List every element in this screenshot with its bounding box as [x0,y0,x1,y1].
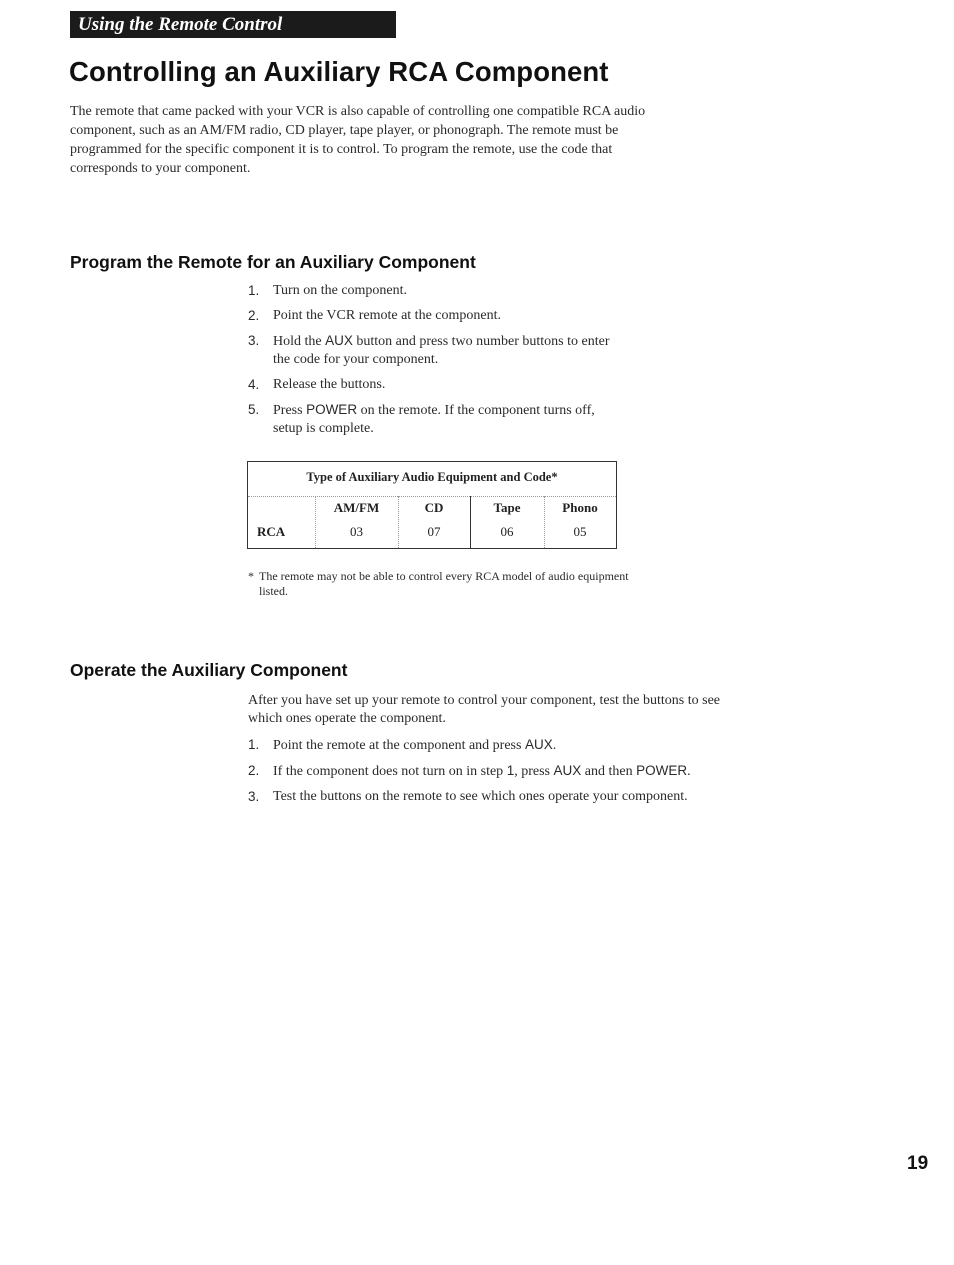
list-item [248,788,691,806]
step-number: 1. [248,283,260,298]
list-item [248,332,623,369]
table-caption: Type of Auxiliary Audio Equipment and Code* [306,470,558,484]
footnote-marker: * [248,569,254,583]
section-header-bar [70,11,396,38]
step-text-before: Press [273,403,307,418]
operate-section-heading: Operate the Auxiliary Component [70,660,348,680]
step-text-mid: , press [514,764,554,779]
list-item [248,736,691,755]
operate-steps-list [248,736,691,806]
step-number: 2. [248,308,260,323]
step-number: 4. [248,377,260,392]
step-number: 1. [248,737,260,752]
code-tape: 06 [500,524,514,539]
step-text-after: . [552,738,557,753]
aux-key-label: AUX [524,737,553,752]
section-label: Using the Remote Control [78,14,283,35]
step-number: 3. [248,333,260,348]
table-divider [248,496,616,497]
page-title: Controlling an Auxiliary RCA Component [69,56,609,87]
footnote-text: The remote may not be able to control every RCA model of audio equipment listed. [259,569,629,598]
step-text: Point the VCR remote at the component. [273,308,501,323]
step-text-after: . [687,764,691,779]
step-number: 3. [248,789,260,804]
page-number: 19 [907,1153,929,1174]
column-header-amfm: AM/FM [333,500,380,515]
step-text-mid2: and then [581,764,637,779]
step-text-before: If the component does not turn on in step [273,764,507,779]
step-number: 2. [248,763,260,778]
list-item [248,401,618,438]
step-reference: 1 [506,763,515,778]
list-item [248,376,623,394]
list-item [248,307,623,325]
step-text: Release the buttons. [273,377,386,392]
aux-code-table [247,461,617,549]
table-footnote [248,569,638,599]
column-header-cd: CD [424,500,444,515]
code-amfm: 03 [350,524,363,539]
operate-paragraph: After you have set up your remote to control your component, test the buttons to see which ones operate the component. [248,693,721,726]
column-header-phono: Phono [562,500,598,515]
column-header-tape: Tape [493,500,521,515]
power-key-label: POWER [636,763,688,778]
aux-key-label: AUX [553,763,582,778]
program-section-heading: Program the Remote for an Auxiliary Component [70,252,476,272]
row-label-rca: RCA [257,524,286,539]
step-text-before: Hold the [273,334,326,349]
step-text: Turn on the component. [273,283,408,298]
program-steps-list [248,282,623,438]
step-text-before: Point the remote at the component and press [273,738,525,753]
step-text: Test the buttons on the remote to see which ones operate your component. [273,789,688,804]
aux-key-label: AUX [325,333,353,348]
list-item [248,762,691,781]
step-text-after: button and press two number buttons to enter the code for your component. [273,334,610,367]
code-phono: 05 [573,524,587,539]
list-item [248,282,623,300]
intro-paragraph: The remote that came packed with your VCR is also capable of controlling one compatible RCA audio component, such as an AM/FM radio, CD player, tape player, or phonograph. The remote must be programmed for the specific component it is to control. To program the remote, use the code that corresponds to your component. [70,104,646,176]
code-cd: 07 [427,524,441,539]
power-key-label: POWER [306,402,358,417]
step-number: 5. [248,402,260,417]
step-text-after: on the remote. If the component turns off, setup is complete. [273,403,595,436]
